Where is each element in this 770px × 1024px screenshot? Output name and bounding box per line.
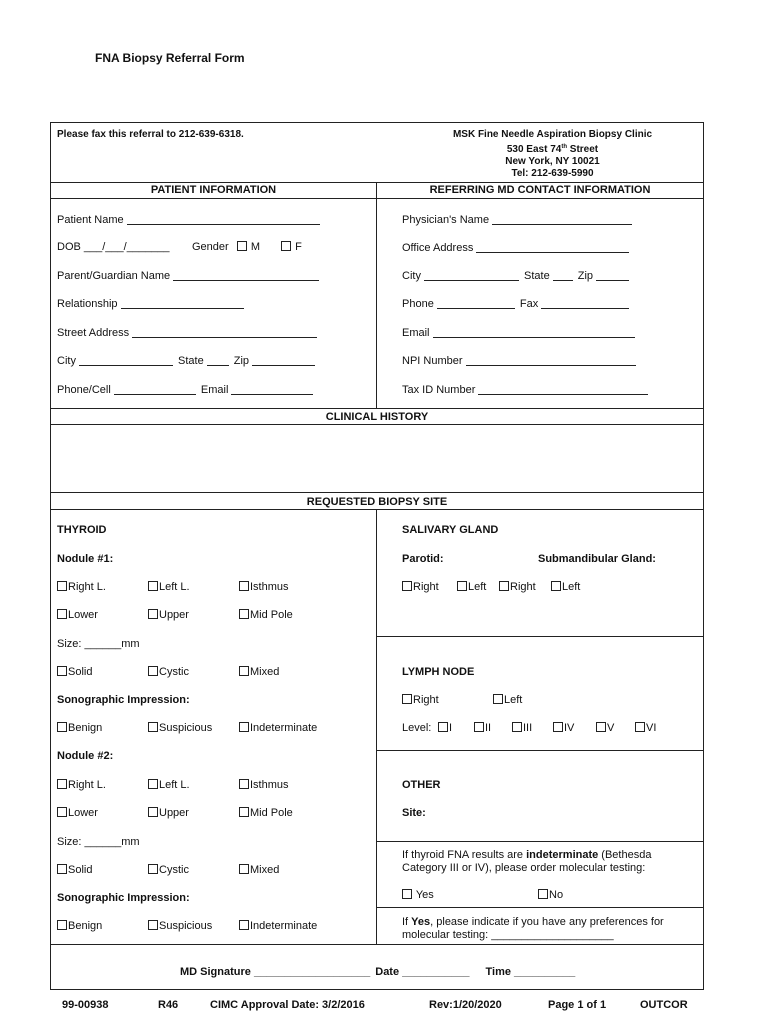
n1-lower[interactable]: Lower: [57, 609, 98, 621]
gender-field: Gender M F: [192, 241, 302, 253]
lymph-left[interactable]: Left: [493, 694, 522, 706]
divider: [50, 944, 704, 945]
divider: [50, 182, 704, 183]
n1-benign[interactable]: Benign: [57, 722, 102, 734]
divider: [376, 636, 704, 637]
divider: [50, 408, 704, 409]
clinic-tel: Tel: 212-639-5990: [511, 168, 594, 179]
n2-solid[interactable]: Solid: [57, 864, 92, 876]
patient-info-header: PATIENT INFORMATION: [150, 184, 277, 196]
n2-benign[interactable]: Benign: [57, 920, 102, 932]
clinical-history-area[interactable]: [51, 425, 703, 492]
level-ii[interactable]: II: [474, 722, 491, 734]
referring-md-header: REFERRING MD CONTACT INFORMATION: [429, 184, 651, 196]
n1-upper[interactable]: Upper: [148, 609, 189, 621]
clinic-name: MSK Fine Needle Aspiration Biopsy Clinic: [452, 129, 653, 140]
n2-lower[interactable]: Lower: [57, 807, 98, 819]
outcor-label: OUTCOR: [640, 999, 688, 1011]
molecular-instructions: If thyroid FNA results are indeterminate (Bethesda Category III or IV), please order molecular testing:: [402, 849, 652, 874]
level-iii[interactable]: III: [512, 722, 532, 734]
divider: [50, 198, 704, 199]
lymph-level-label: Level:: [402, 722, 432, 734]
parotid-left[interactable]: Left: [457, 581, 486, 593]
level-i[interactable]: I: [438, 722, 452, 734]
clinic-address: [430, 129, 675, 180]
n2-size-field[interactable]: Size: ______mm: [57, 836, 140, 848]
gender-m-checkbox[interactable]: [237, 241, 247, 251]
level-iv[interactable]: IV: [553, 722, 574, 734]
patient-name-field[interactable]: Patient Name: [57, 213, 320, 226]
divider: [376, 750, 704, 751]
clinic-city: New York, NY 10021: [505, 156, 600, 167]
gender-f-checkbox[interactable]: [281, 241, 291, 251]
other-site-field[interactable]: Site:: [402, 807, 426, 819]
n1-mixed[interactable]: Mixed: [239, 666, 279, 678]
divider: [376, 907, 704, 908]
n1-solid[interactable]: Solid: [57, 666, 92, 678]
molecular-preferences[interactable]: If Yes, please indicate if you have any preferences for molecular testing: ____________________: [402, 916, 664, 941]
molecular-no[interactable]: No: [538, 889, 563, 901]
n1-cystic[interactable]: Cystic: [148, 666, 189, 678]
n2-suspicious[interactable]: Suspicious: [148, 920, 212, 932]
box-right: [703, 122, 704, 990]
submandibular-left[interactable]: Left: [551, 581, 580, 593]
n2-mid-pole[interactable]: Mid Pole: [239, 807, 293, 819]
salivary-heading: SALIVARY GLAND: [402, 524, 499, 536]
n2-cystic[interactable]: Cystic: [148, 864, 189, 876]
referring-city-state-zip[interactable]: City State Zip: [402, 269, 629, 282]
box-top: [50, 122, 704, 123]
thyroid-heading: THYROID: [57, 524, 107, 536]
box-left: [50, 122, 51, 990]
npi-number-field[interactable]: NPI Number: [402, 354, 636, 367]
n1-size-field[interactable]: Size: ______mm: [57, 638, 140, 650]
referring-email-field[interactable]: Email: [402, 326, 635, 339]
n2-right-lobe[interactable]: Right L.: [57, 779, 106, 791]
parotid-right[interactable]: Right: [402, 581, 439, 593]
rev-code: R46: [158, 999, 179, 1011]
parotid-label: Parotid:: [402, 553, 444, 565]
tax-id-field[interactable]: Tax ID Number: [402, 383, 648, 396]
clinic-street: 530 East 74th Street: [506, 144, 599, 155]
n2-upper[interactable]: Upper: [148, 807, 189, 819]
n1-suspicious[interactable]: Suspicious: [148, 722, 212, 734]
date-field: Date ___________: [375, 966, 470, 978]
column-divider: [376, 182, 377, 408]
n1-left-lobe[interactable]: Left L.: [148, 581, 190, 593]
submandibular-label: Submandibular Gland:: [538, 553, 656, 565]
column-divider: [376, 509, 377, 944]
level-v[interactable]: V: [596, 722, 614, 734]
relationship-field[interactable]: Relationship: [57, 297, 244, 310]
form-title: FNA Biopsy Referral Form: [95, 51, 245, 65]
n2-left-lobe[interactable]: Left L.: [148, 779, 190, 791]
divider: [50, 509, 704, 510]
guardian-name-field[interactable]: Parent/Guardian Name: [57, 269, 319, 282]
biopsy-site-header: REQUESTED BIOPSY SITE: [306, 496, 448, 508]
n1-sono-heading: Sonographic Impression:: [57, 694, 190, 706]
referring-phone-fax[interactable]: Phone Fax: [402, 297, 629, 310]
approval-date: CIMC Approval Date: 3/2/2016: [210, 999, 365, 1011]
box-bottom: [50, 989, 704, 990]
molecular-yes[interactable]: Yes: [402, 889, 434, 901]
page-number: Page 1 of 1: [548, 999, 607, 1011]
n1-mid-pole[interactable]: Mid Pole: [239, 609, 293, 621]
revision-date: Rev:1/20/2020: [429, 999, 502, 1011]
level-vi[interactable]: VI: [635, 722, 656, 734]
patient-city-state-zip[interactable]: City State Zip: [57, 354, 315, 367]
other-heading: OTHER: [402, 779, 441, 791]
nodule2-heading: Nodule #2:: [57, 750, 114, 762]
n1-right-lobe[interactable]: Right L.: [57, 581, 106, 593]
time-field: Time __________: [485, 966, 576, 978]
lymph-right[interactable]: Right: [402, 694, 439, 706]
divider: [50, 492, 704, 493]
lymph-node-heading: LYMPH NODE: [402, 666, 475, 678]
submandibular-right[interactable]: Right: [499, 581, 536, 593]
street-address-field[interactable]: Street Address: [57, 326, 317, 339]
n1-isthmus[interactable]: Isthmus: [239, 581, 289, 593]
n2-isthmus[interactable]: Isthmus: [239, 779, 289, 791]
n2-indeterminate[interactable]: Indeterminate: [239, 920, 317, 932]
fax-note: Please fax this referral to 212-639-6318.: [57, 129, 244, 140]
dob-field[interactable]: DOB ___/___/_______: [57, 241, 170, 253]
md-signature-field[interactable]: MD Signature ___________________ Date ___________ Time __________: [180, 966, 576, 978]
patient-phone-email[interactable]: Phone/Cell Email: [57, 383, 313, 396]
clinical-history-header: CLINICAL HISTORY: [325, 411, 429, 423]
form-code: 99-00938: [62, 999, 109, 1011]
physician-name-field[interactable]: Physician's Name: [402, 213, 632, 226]
n2-sono-heading: Sonographic Impression:: [57, 892, 190, 904]
n1-indeterminate[interactable]: Indeterminate: [239, 722, 317, 734]
n2-mixed[interactable]: Mixed: [239, 864, 279, 876]
divider: [376, 841, 704, 842]
nodule1-heading: Nodule #1:: [57, 553, 114, 565]
office-address-field[interactable]: Office Address: [402, 241, 629, 254]
